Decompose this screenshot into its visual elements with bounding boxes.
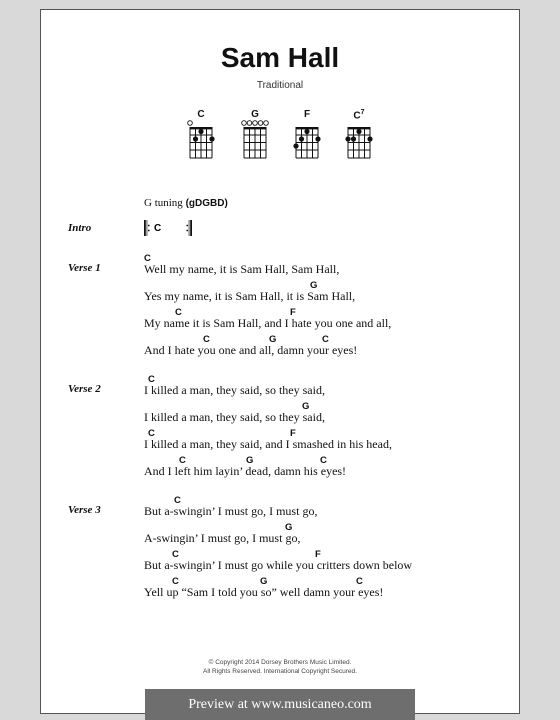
fretboard-icon	[339, 119, 379, 165]
lyric-line: A-swingin’ I must go, I must go,	[144, 531, 301, 545]
chord-symbol: C	[172, 576, 179, 587]
copyright-notice	[41, 658, 519, 676]
tuning-note	[144, 197, 228, 209]
chord-symbol: C	[320, 455, 327, 466]
chord-symbol: F	[290, 307, 296, 318]
chord-symbol: G	[260, 576, 268, 587]
repeat-start-icon	[144, 220, 150, 236]
chord-symbol: C	[179, 455, 186, 466]
chord-diagram-c7	[339, 109, 379, 165]
fretboard-icon	[287, 119, 327, 165]
chord-symbol: G	[310, 280, 318, 291]
chord-symbol: C	[148, 374, 155, 385]
section-label-verse-3: Verse 3	[68, 504, 101, 516]
chord-symbol: C	[203, 334, 210, 345]
lyric-line: I killed a man, they said, so they said,	[144, 383, 325, 397]
lyric-line: Yell up “Sam I told you so” well damn your eyes!	[144, 585, 384, 599]
lyric-line: And I left him layin’ dead, damn his eyes!	[144, 464, 347, 478]
song-subtitle: Traditional	[256, 80, 304, 91]
section-label-verse-1: Verse 1	[68, 262, 101, 274]
chord-symbol: G	[302, 401, 310, 412]
chord-symbol: F	[315, 549, 321, 560]
lyric-line: I killed a man, they said, and I smashed in his head,	[144, 437, 392, 451]
copyright-line: © Copyright 2014 Dorsey Brothers Music Limited.	[208, 659, 352, 666]
intro-chord: C	[154, 223, 162, 234]
chord-diagram-name: C	[197, 109, 205, 120]
chord-diagram-f	[287, 109, 327, 165]
lyric-line: But a-swingin’ I must go while you critters down below	[144, 558, 413, 572]
chord-diagram-g	[235, 109, 275, 165]
fretboard-icon	[235, 119, 275, 165]
copyright-line: All Rights Reserved. International Copyright Secured.	[203, 668, 357, 675]
chord-symbol: C	[356, 576, 363, 587]
chord-symbol: G	[269, 334, 277, 345]
section-label-verse-2: Verse 2	[68, 383, 101, 395]
song-title: Sam Hall	[220, 42, 340, 73]
section-label-intro: Intro	[68, 222, 92, 234]
chord-symbol: C	[144, 253, 151, 264]
lyric-line: Yes my name, it is Sam Hall, it is Sam Hall,	[144, 289, 356, 303]
intro-bar	[144, 220, 204, 238]
fretboard-icon	[181, 119, 221, 165]
repeat-end-icon	[186, 220, 192, 236]
lyric-line: My name it is Sam Hall, and I hate you one and all,	[144, 316, 392, 330]
lyric-line: But a-swingin’ I must go, I must go,	[144, 504, 318, 518]
chord-symbol: C	[174, 495, 181, 506]
chord-diagram-name: $C^7$	[353, 109, 365, 122]
chord-diagram-name: G	[251, 109, 259, 120]
chord-symbol: C	[148, 428, 155, 439]
lyric-line: And I hate you one and all, damn your eyes!	[144, 343, 358, 357]
lyric-line: I killed a man, they said, so they said,	[144, 410, 325, 424]
chord-symbol: C	[322, 334, 329, 345]
tuning-prefix: G tuning	[144, 197, 183, 209]
tuning-notes: (gDGBD)	[185, 198, 228, 209]
chord-symbol: C	[172, 549, 179, 560]
sheet-page	[40, 9, 520, 714]
chord-diagram-name: F	[303, 109, 311, 120]
chord-symbol: F	[290, 428, 296, 439]
preview-banner-link[interactable]: Preview at www.musicaneo.com	[145, 689, 415, 720]
chord-diagram-c	[181, 109, 221, 165]
chord-symbol: G	[246, 455, 254, 466]
lyric-line: Well my name, it is Sam Hall, Sam Hall,	[144, 262, 340, 276]
chord-symbol: G	[285, 522, 293, 533]
chord-symbol: C	[175, 307, 182, 318]
